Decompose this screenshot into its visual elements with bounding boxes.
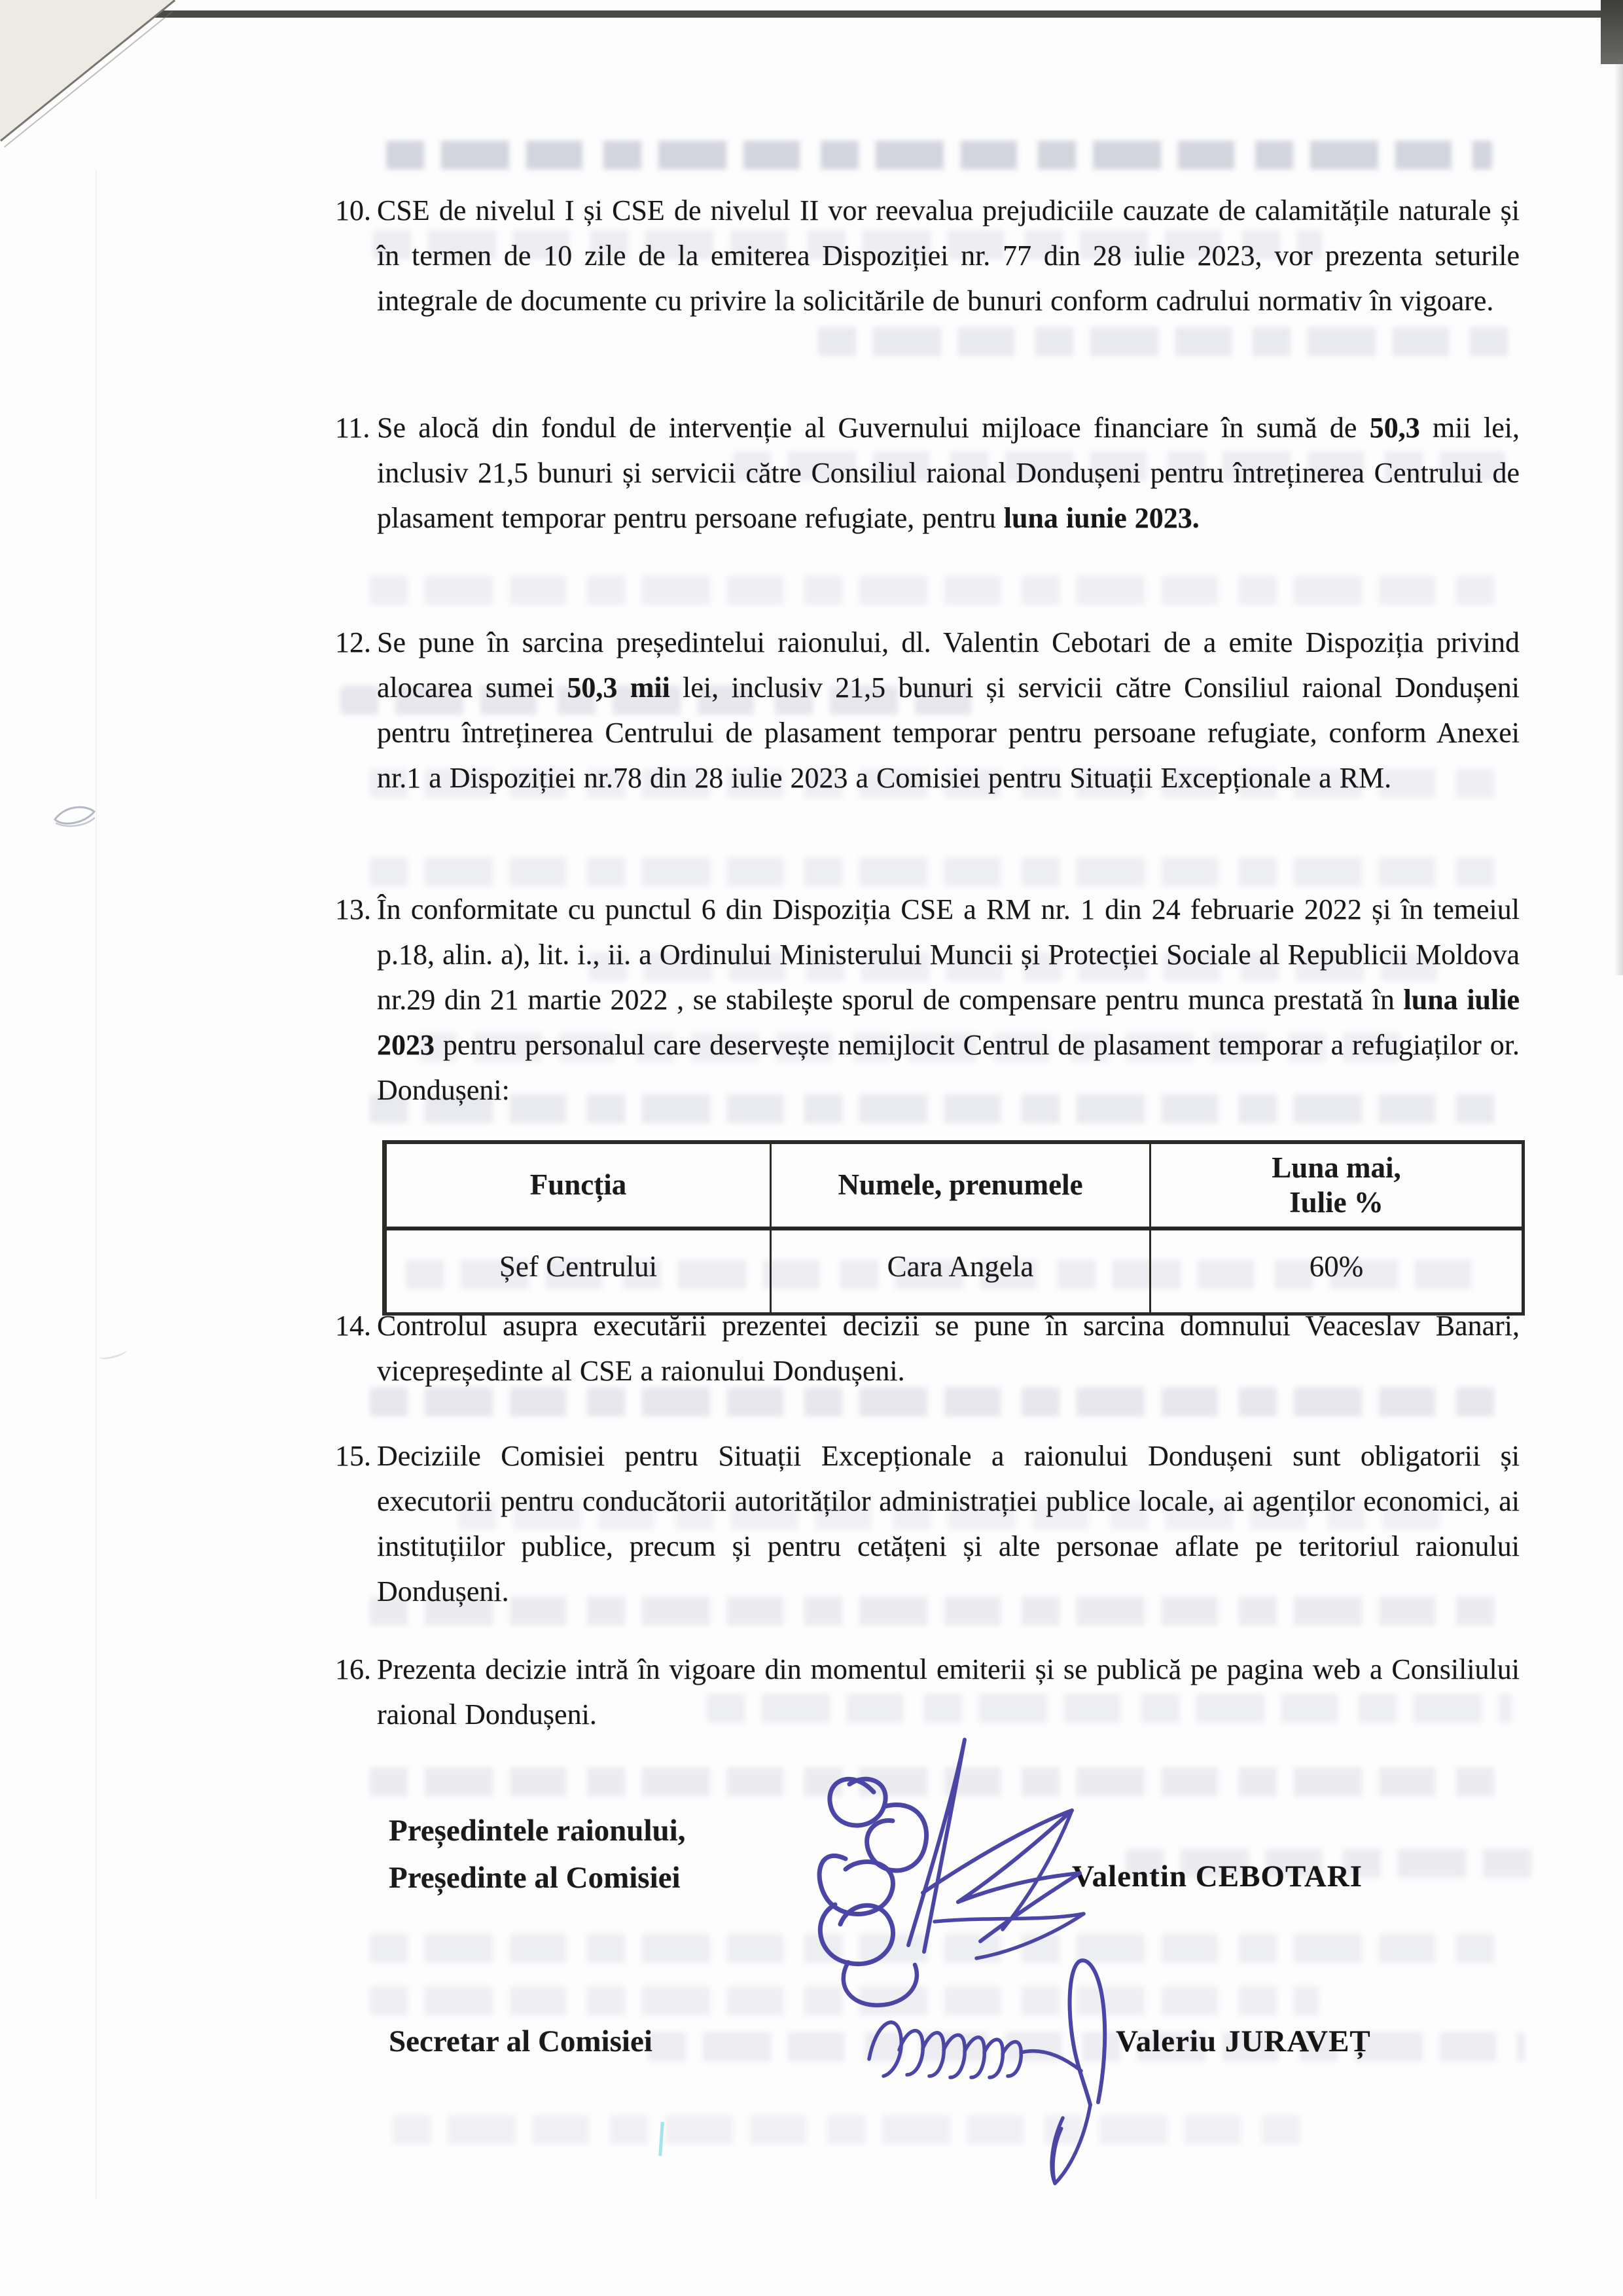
- list-item-number: 14.: [335, 1310, 371, 1342]
- bleedthrough-text-ghost: [386, 141, 1492, 170]
- secretary-signature-ink: [857, 1950, 1113, 2199]
- list-item-text: Se alocă din fondul de intervenție al Guvernului mijloace financiare în sumă de 50,3 mii lei, inclusiv 21,5 bunuri și servicii către Consiliul raional Dondușeni pentru întreținerea Centrului de plasament temporar pentru persoane refugiate, pentru luna iunie 2023.: [377, 412, 1520, 534]
- allocation-table: [382, 1140, 1525, 1316]
- table-body: [385, 1229, 1524, 1314]
- list-item: [335, 620, 1520, 800]
- list-item: [335, 1303, 1520, 1393]
- list-item-number: 12.: [335, 626, 371, 658]
- table-cell: Cara Angela: [771, 1229, 1150, 1314]
- scan-edge-line: [98, 10, 1623, 18]
- table-header-cell: Luna mai, Iulie %: [1150, 1142, 1524, 1229]
- bleedthrough-text-ghost: [818, 327, 1512, 356]
- scan-corner-shadow: [1601, 0, 1623, 64]
- bleedthrough-text-ghost: [370, 576, 1502, 605]
- list-item: [335, 1433, 1520, 1614]
- president-name: Valentin CEBOTARI: [1072, 1859, 1363, 1893]
- table-row: [385, 1229, 1524, 1314]
- secretary-name: Valeriu JURAVEȚ: [1116, 2024, 1371, 2058]
- list-item-text: CSE de nivelul I și CSE de nivelul II vor reevalua prejudiciile cauzate de calamitățile naturale și în termen de 10 zile de la emiterea Dispoziției nr. 77 din 28 iulie 2023, vor prezenta seturile integrale de documente cu privire la solicitările de bunuri conform cadrului normativ în vigoare.: [377, 194, 1520, 317]
- pen-mark: [52, 804, 98, 831]
- list-item-number: 16.: [335, 1653, 371, 1685]
- list-item-number: 10.: [335, 194, 371, 226]
- list-item-text: În conformitate cu punctul 6 din Dispoziția CSE a RM nr. 1 din 24 februarie 2022 și în temeiul p.18, alin. a), lit. i., ii. a Ordinului Ministerului Muncii și Protecției Sociale al Republicii Moldova nr.29 din 21 martie 2022 , se stabilește sporul de compensare pentru munca prestată în luna iulie 2023 pentru personalul care deservește nemijlocit Centrul de plasament temporar a refugiaților or. Dondușeni:: [377, 893, 1520, 1106]
- list-item-text: Se pune în sarcina președintelui raionului, dl. Valentin Cebotari de a emite Dispoziția privind alocarea sumei 50,3 mii lei, inclusiv 21,5 bunuri și servicii către Consiliul raional Dondușeni pentru întreținerea Centrului de plasament temporar pentru persoane refugiate, conform Anexei nr.1 a Dispoziției nr.78 din 28 iulie 2023 a Comisiei pentru Situații Excepționale a RM.: [377, 626, 1520, 794]
- president-role-line2: Președinte al Comisiei: [389, 1861, 681, 1895]
- bleedthrough-text-ghost: [370, 857, 1508, 886]
- list-item-text: Deciziile Comisiei pentru Situații Excepționale a raionului Dondușeni sunt obligatorii și executorii pentru conducătorii autorităților administrației publice locale, ai agenților economici, ai instituțiilor publice, precum și pentru cetățeni și alte personae aflate pe teritoriul raionului Dondușeni.: [377, 1440, 1520, 1607]
- table-header-cell: Funcția: [385, 1142, 771, 1229]
- list-item: [335, 887, 1520, 1113]
- table-cell: Șef Centrului: [385, 1229, 771, 1314]
- list-item: [335, 405, 1520, 541]
- secretary-role: Secretar al Comisiei: [389, 2024, 652, 2058]
- list-item-number: 11.: [335, 412, 370, 444]
- list-item-number: 13.: [335, 893, 371, 925]
- paper-crease: [96, 170, 97, 2199]
- pen-mark: [98, 1345, 128, 1361]
- list-item: [335, 188, 1520, 323]
- table-cell: 60%: [1150, 1229, 1524, 1314]
- bleedthrough-text-ghost: [393, 2115, 1309, 2144]
- list-item-text: Prezenta decizie intră în vigoare din momentul emiterii și se publică pe pagina web a Consiliului raional Dondușeni.: [377, 1653, 1520, 1731]
- table-header-row: [385, 1142, 1524, 1229]
- scan-edge-shade: [1614, 59, 1623, 975]
- table-header-cell: Numele, prenumele: [771, 1142, 1150, 1229]
- list-item-text: Controlul asupra executării prezentei decizii se pune în sarcina domnului Veaceslav Banari, vicepreședinte al CSE a raionului Dondușeni.: [377, 1310, 1520, 1387]
- list-item-number: 15.: [335, 1440, 371, 1472]
- president-role-line1: Președintele raionului,: [389, 1814, 686, 1848]
